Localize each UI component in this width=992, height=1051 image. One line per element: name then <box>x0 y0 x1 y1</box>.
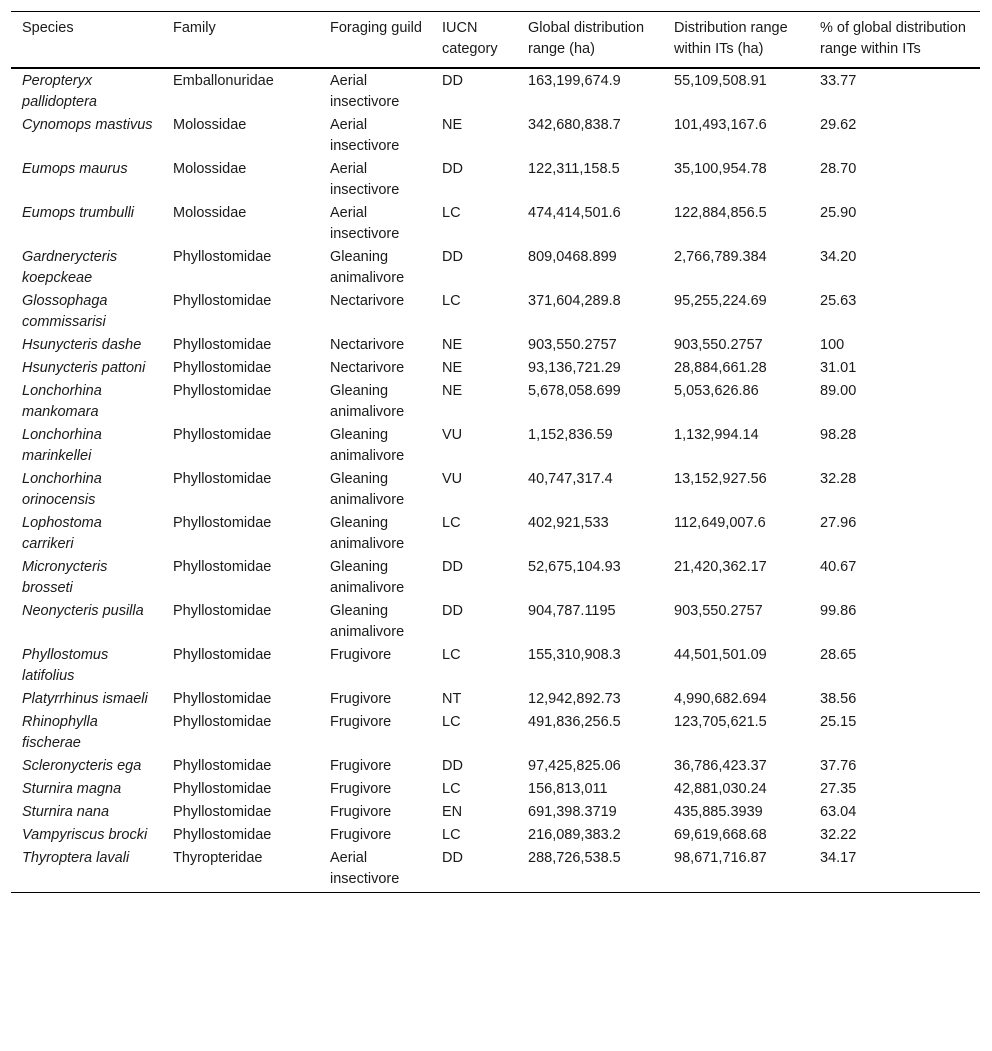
iucn-category-cell: VU <box>442 427 463 443</box>
percent-within-its-cell: 27.96 <box>820 515 857 531</box>
species-cell: Micronycteris brosseti <box>22 559 108 596</box>
species-cell: Rhinophylla fischerae <box>22 714 98 751</box>
header-iucn-category: IUCN category <box>431 12 517 69</box>
species-cell: Lonchorhina marinkellei <box>22 427 102 464</box>
foraging-guild-cell: Frugivore <box>330 714 392 730</box>
global-range-cell: 288,726,538.5 <box>517 847 663 893</box>
iucn-category-cell: DD <box>442 559 463 575</box>
range-within-its-cell: 69,619,668.68 <box>674 827 767 843</box>
percent-within-its-cell: 25.90 <box>820 205 857 221</box>
table-row <box>11 334 980 357</box>
percent-within-its-cell: 34.20 <box>820 249 857 265</box>
global-range-cell: 903,550.2757 <box>528 337 617 353</box>
global-range-cell: 12,942,892.73 <box>528 691 621 707</box>
foraging-guild-cell: Gleaning animalivore <box>330 471 405 508</box>
global-range-cell: 809,0468.899 <box>528 249 617 265</box>
global-range-cell: 163,199,674.9 <box>528 73 621 89</box>
foraging-guild-cell: Nectarivore <box>330 293 405 309</box>
table-row <box>11 68 980 114</box>
foraging-guild-cell: Aerial insectivore <box>330 161 400 198</box>
species-cell: Vampyriscus brocki <box>22 827 148 843</box>
family-cell: Thyropteridae <box>162 847 319 893</box>
table-row <box>11 688 980 711</box>
family-cell: Phyllostomidae <box>173 647 272 663</box>
foraging-guild-cell: Nectarivore <box>330 360 405 376</box>
table-row <box>11 847 980 893</box>
range-within-its-cell: 2,766,789.384 <box>674 249 767 265</box>
table-row <box>11 824 980 847</box>
family-cell: Phyllostomidae <box>173 471 272 487</box>
iucn-category-cell: VU <box>442 471 463 487</box>
global-range-cell: 216,089,383.2 <box>528 827 621 843</box>
global-range-cell: 5,678,058.699 <box>528 383 621 399</box>
species-cell: Lonchorhina orinocensis <box>22 471 102 508</box>
table-row <box>11 778 980 801</box>
foraging-guild-cell: Gleaning animalivore <box>330 515 405 552</box>
species-cell: Lophostoma carrikeri <box>22 515 102 552</box>
global-range-cell: 474,414,501.6 <box>528 205 621 221</box>
global-range-cell: 52,675,104.93 <box>528 559 621 575</box>
iucn-category-cell: DD <box>431 847 517 893</box>
range-within-its-cell: 28,884,661.28 <box>674 360 767 376</box>
percent-within-its-cell: 28.65 <box>820 647 857 663</box>
header-percent-within-its: % of global distribution range within ITs <box>809 12 980 69</box>
range-within-its-cell: 112,649,007.6 <box>674 515 766 531</box>
iucn-category-cell: NE <box>442 117 463 133</box>
species-cell: Phyllostomus latifolius <box>22 647 109 684</box>
species-cell: Platyrrhinus ismaeli <box>22 691 148 707</box>
family-cell: Emballonuridae <box>173 73 274 89</box>
iucn-category-cell: LC <box>442 647 461 663</box>
species-cell: Eumops trumbulli <box>22 205 135 221</box>
range-within-its-cell: 4,990,682.694 <box>674 691 767 707</box>
species-cell: Peropteryx pallidoptera <box>22 73 97 110</box>
global-range-cell: 371,604,289.8 <box>528 293 621 309</box>
percent-within-its-cell: 31.01 <box>820 360 857 376</box>
table-row <box>11 600 980 644</box>
range-within-its-cell: 903,550.2757 <box>674 603 763 619</box>
percent-within-its-cell: 37.76 <box>820 758 857 774</box>
species-cell: Scleronycteris ega <box>22 758 142 774</box>
family-cell: Phyllostomidae <box>173 691 272 707</box>
percent-within-its-cell: 32.28 <box>820 471 857 487</box>
table-row <box>11 114 980 158</box>
foraging-guild-cell: Frugivore <box>330 827 392 843</box>
header-row <box>11 12 980 69</box>
species-range-table <box>11 11 980 893</box>
percent-within-its-cell: 29.62 <box>820 117 857 133</box>
family-cell: Phyllostomidae <box>173 559 272 575</box>
foraging-guild-cell: Frugivore <box>330 758 392 774</box>
family-cell: Phyllostomidae <box>173 249 272 265</box>
family-cell: Phyllostomidae <box>173 383 272 399</box>
foraging-guild-cell: Frugivore <box>330 647 392 663</box>
table-row <box>11 246 980 290</box>
iucn-category-cell: DD <box>442 73 463 89</box>
table-body <box>11 68 980 893</box>
range-within-its-cell: 55,109,508.91 <box>674 73 767 89</box>
table-row <box>11 512 980 556</box>
species-cell: Sturnira magna <box>22 781 122 797</box>
family-cell: Molossidae <box>173 117 247 133</box>
range-within-its-cell: 903,550.2757 <box>674 337 763 353</box>
percent-within-its-cell: 98.28 <box>820 427 857 443</box>
global-range-cell: 40,747,317.4 <box>528 471 613 487</box>
header-species: Species <box>11 12 162 69</box>
percent-within-its-cell: 25.15 <box>820 714 857 730</box>
percent-within-its-cell: 27.35 <box>820 781 857 797</box>
percent-within-its-cell: 40.67 <box>820 559 857 575</box>
header-global-range: Global distribution range (ha) <box>517 12 663 69</box>
family-cell: Phyllostomidae <box>173 360 272 376</box>
family-cell: Molossidae <box>173 205 247 221</box>
table-row <box>11 644 980 688</box>
percent-within-its-cell: 99.86 <box>820 603 857 619</box>
percent-within-its-cell: 38.56 <box>820 691 857 707</box>
species-cell: Eumops maurus <box>22 161 128 177</box>
percent-within-its-cell: 25.63 <box>820 293 857 309</box>
range-within-its-cell: 1,132,994.14 <box>674 427 759 443</box>
iucn-category-cell: EN <box>442 804 463 820</box>
iucn-category-cell: DD <box>442 249 463 265</box>
foraging-guild-cell: Frugivore <box>330 691 392 707</box>
percent-within-its-cell: 33.77 <box>820 73 857 89</box>
table-row <box>11 755 980 778</box>
iucn-category-cell: NE <box>442 383 463 399</box>
range-within-its-cell: 35,100,954.78 <box>674 161 767 177</box>
range-within-its-cell: 44,501,501.09 <box>674 647 767 663</box>
header-foraging-guild: Foraging guild <box>319 12 431 69</box>
family-cell: Phyllostomidae <box>173 293 272 309</box>
table-row <box>11 380 980 424</box>
range-within-its-cell: 122,884,856.5 <box>674 205 767 221</box>
percent-within-its-cell: 63.04 <box>820 804 857 820</box>
iucn-category-cell: LC <box>442 714 461 730</box>
family-cell: Phyllostomidae <box>173 427 272 443</box>
species-cell: Cynomops mastivus <box>22 117 153 133</box>
iucn-category-cell: NE <box>442 360 463 376</box>
family-cell: Phyllostomidae <box>173 758 272 774</box>
global-range-cell: 93,136,721.29 <box>528 360 621 376</box>
percent-within-its-cell: 34.17 <box>809 847 980 893</box>
family-cell: Phyllostomidae <box>173 337 272 353</box>
iucn-category-cell: LC <box>442 781 461 797</box>
family-cell: Phyllostomidae <box>173 804 272 820</box>
global-range-cell: 155,310,908.3 <box>528 647 621 663</box>
foraging-guild-cell: Frugivore <box>330 804 392 820</box>
foraging-guild-cell: Gleaning animalivore <box>330 603 405 640</box>
species-cell: Hsunycteris pattoni <box>22 360 146 376</box>
global-range-cell: 402,921,533 <box>528 515 609 531</box>
range-within-its-cell: 42,881,030.24 <box>674 781 767 797</box>
species-cell: Hsunycteris dashe <box>22 337 142 353</box>
header-family: Family <box>162 12 319 69</box>
foraging-guild-cell: Gleaning animalivore <box>330 383 405 420</box>
percent-within-its-cell: 32.22 <box>820 827 857 843</box>
global-range-cell: 1,152,836.59 <box>528 427 613 443</box>
iucn-category-cell: DD <box>442 603 463 619</box>
iucn-category-cell: DD <box>442 758 463 774</box>
table-row <box>11 468 980 512</box>
family-cell: Phyllostomidae <box>173 515 272 531</box>
range-within-its-cell: 98,671,716.87 <box>663 847 809 893</box>
iucn-category-cell: LC <box>442 205 461 221</box>
species-cell: Gardnerycteris koepckeae <box>22 249 118 286</box>
foraging-guild-cell: Gleaning animalivore <box>330 427 405 464</box>
family-cell: Phyllostomidae <box>173 714 272 730</box>
global-range-cell: 491,836,256.5 <box>528 714 621 730</box>
species-cell: Thyroptera lavali <box>11 847 162 893</box>
species-cell: Sturnira nana <box>22 804 110 820</box>
table-row <box>11 357 980 380</box>
percent-within-its-cell: 28.70 <box>820 161 857 177</box>
table-row <box>11 801 980 824</box>
global-range-cell: 122,311,158.5 <box>528 161 620 177</box>
global-range-cell: 904,787.1195 <box>528 603 616 619</box>
table-row <box>11 711 980 755</box>
range-within-its-cell: 13,152,927.56 <box>674 471 767 487</box>
family-cell: Phyllostomidae <box>173 781 272 797</box>
foraging-guild-cell: Aerial insectivore <box>330 117 400 154</box>
range-within-its-cell: 36,786,423.37 <box>674 758 767 774</box>
global-range-cell: 342,680,838.7 <box>528 117 621 133</box>
header-range-within-its: Distribution range within ITs (ha) <box>663 12 809 69</box>
foraging-guild-cell: Gleaning animalivore <box>330 249 405 286</box>
global-range-cell: 97,425,825.06 <box>528 758 621 774</box>
foraging-guild-cell: Gleaning animalivore <box>330 559 405 596</box>
percent-within-its-cell: 100 <box>820 337 845 353</box>
global-range-cell: 156,813,011 <box>528 781 608 797</box>
species-cell: Lonchorhina mankomara <box>22 383 102 420</box>
range-within-its-cell: 123,705,621.5 <box>674 714 767 730</box>
range-within-its-cell: 435,885.3939 <box>674 804 763 820</box>
foraging-guild-cell: Aerial insectivore <box>319 847 431 893</box>
species-cell: Neonycteris pusilla <box>22 603 144 619</box>
foraging-guild-cell: Nectarivore <box>330 337 405 353</box>
iucn-category-cell: LC <box>442 293 461 309</box>
family-cell: Molossidae <box>173 161 247 177</box>
iucn-category-cell: NE <box>442 337 463 353</box>
table-row <box>11 556 980 600</box>
range-within-its-cell: 95,255,224.69 <box>674 293 767 309</box>
table-row <box>11 290 980 334</box>
range-within-its-cell: 5,053,626.86 <box>674 383 759 399</box>
foraging-guild-cell: Aerial insectivore <box>330 205 400 242</box>
iucn-category-cell: NT <box>442 691 462 707</box>
family-cell: Phyllostomidae <box>173 603 272 619</box>
species-cell: Glossophaga commissarisi <box>22 293 108 330</box>
table-row <box>11 158 980 202</box>
table-row <box>11 424 980 468</box>
global-range-cell: 691,398.3719 <box>528 804 617 820</box>
iucn-category-cell: LC <box>442 515 461 531</box>
iucn-category-cell: DD <box>442 161 463 177</box>
foraging-guild-cell: Aerial insectivore <box>330 73 400 110</box>
range-within-its-cell: 101,493,167.6 <box>674 117 767 133</box>
percent-within-its-cell: 89.00 <box>820 383 857 399</box>
range-within-its-cell: 21,420,362.17 <box>674 559 767 575</box>
foraging-guild-cell: Frugivore <box>330 781 392 797</box>
iucn-category-cell: LC <box>442 827 461 843</box>
table-row <box>11 202 980 246</box>
family-cell: Phyllostomidae <box>173 827 272 843</box>
